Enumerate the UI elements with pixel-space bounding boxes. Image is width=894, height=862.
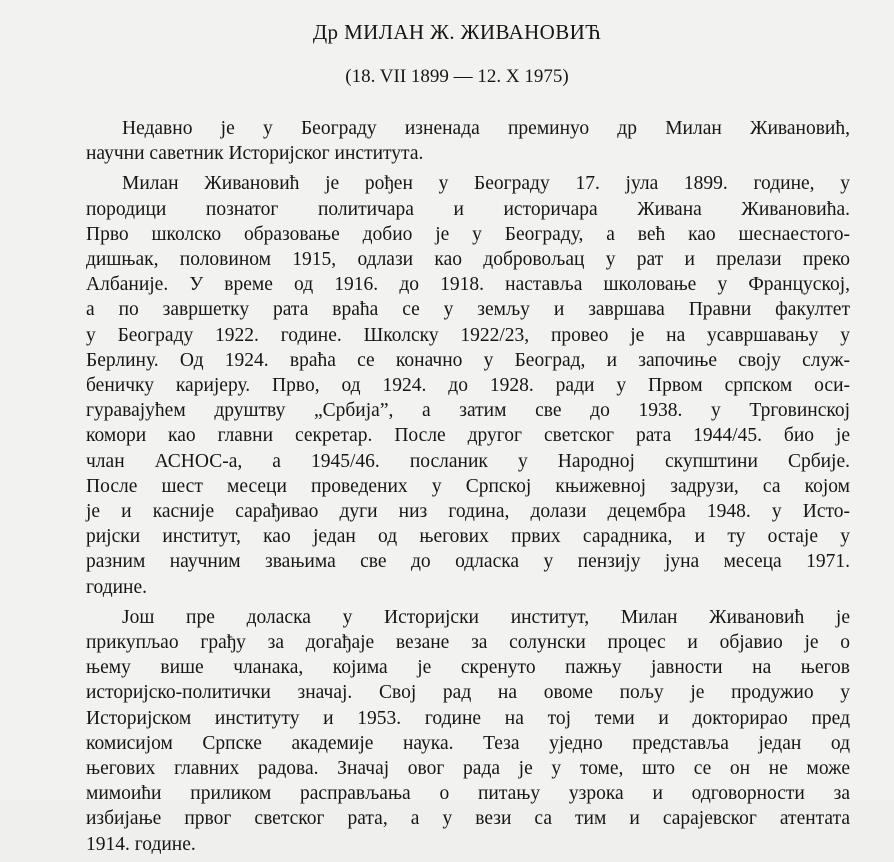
text-line: научни саветник Историјског института. [86, 143, 424, 165]
text-line: Прво школско образовање добио је у Београду, а већ као шеснаестого- [86, 223, 850, 245]
text-line: њему више чланака, којима је скренуто пажњу јавности на његов [86, 657, 850, 679]
text-line: Милан Живановић је рођен у Београду 17. јула 1899. године, у [122, 173, 850, 195]
paragraph-2 [86, 171, 850, 599]
text-line: гуравајућем друштву „Србија”, а затим све до 1938. у Трговинској [86, 400, 850, 422]
text-line: Још пре доласка у Историјски институт, Милан Живановић је [122, 606, 850, 628]
text-line: комисијом Српске академије наука. Теза уједно представља један од [86, 732, 850, 754]
text-line: избијање првог светског рата, а у вези са тим и сарајевског атентата [86, 808, 850, 830]
text-line: члан АСНОС-а, а 1945/46. посланик у Народној скупштини Србије. [86, 450, 850, 472]
text-line: комори као главни секретар. После другог светског рата 1944/45. био је [86, 425, 850, 447]
text-line: историјско-политички значај. Свој рад на овоме пољу је продужио у [86, 682, 850, 704]
text-line: Историјском институту и 1953. године на тој теми и докторирао пред [86, 707, 850, 729]
text-line: породици познатог политичара и историчара Живана Живановића. [86, 198, 850, 220]
text-line: године. [86, 576, 148, 598]
text-line: ријски институт, као један од његових првих сарадника, и ту остаје у [86, 526, 850, 548]
text-line: у Београду 1922. године. Школску 1922/23, провео је на усавршавању у [86, 324, 850, 346]
article-body [86, 116, 850, 862]
text-line: прикупљао грађу за догађаје везане за солунски процес и објавио је о [86, 632, 850, 654]
paragraph-3 [86, 605, 850, 857]
text-line: Недавно је у Београду изненада преминуо др Милан Живановић, [122, 118, 850, 139]
life-dates: (18. VII 1899 — 12. X 1975) [345, 66, 569, 87]
text-line: а по завршетку рата враћа се у земљу и завршава Правни факултет [86, 299, 850, 321]
text-line: Берлину. Од 1924. враћа се коначно у Београд, и започиње своју служ- [86, 349, 850, 371]
article-title: Др МИЛАН Ж. ЖИВАНОВИЋ [312, 20, 602, 44]
text-line: разним научним звањима све до одласка у пензију јуна месеца 1971. [86, 551, 850, 573]
text-line: мимоићи приликом расправљања о питању узрока и одговорности за [86, 783, 850, 805]
text-line: беничку каријеру. Прво, од 1924. до 1928. ради у Првом српском оси- [86, 375, 850, 397]
text-line: 1914. године. [86, 833, 196, 855]
text-line: дишњак, половином 1915, одлази као добровољац у рат и прелази преко [86, 249, 850, 271]
text-line: је и касније сарађивао дуги низ година, долази децембра 1948. у Исто- [86, 501, 850, 523]
text-line: његових главних радова. Значај овог рада је у томе, што се он не може [86, 758, 850, 780]
paragraph-1 [86, 116, 850, 166]
text-line: После шест месеци проведених у Српској књижевној задрузи, са којом [86, 475, 850, 497]
text-line: Албаније. У време од 1916. до 1918. наставља школовање у Француској, [86, 274, 850, 296]
